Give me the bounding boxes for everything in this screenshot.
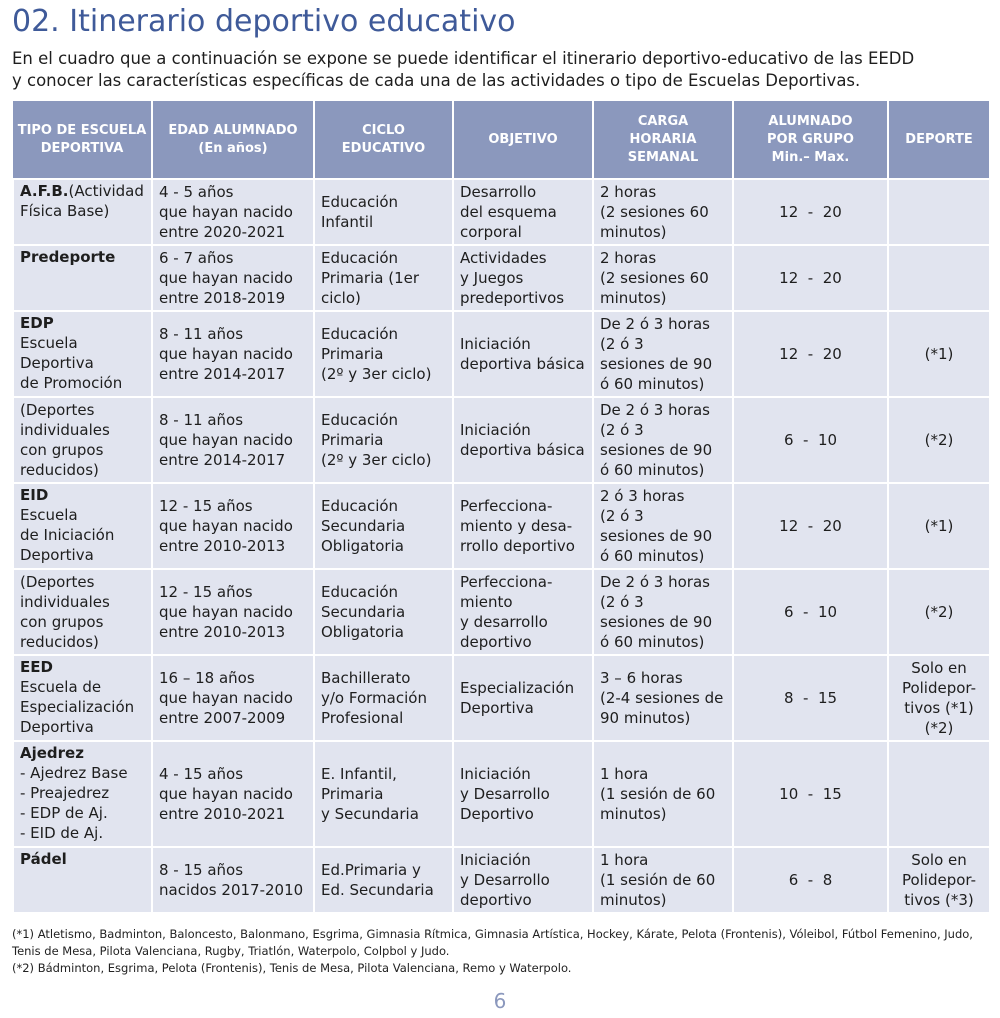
cell-line: ó 60 minutos) [600,375,705,393]
header-deporte: DEPORTE [888,101,990,179]
cell-ciclo [314,179,453,245]
cell-line: individuales [20,421,110,439]
cell-line: Primaria [321,431,384,449]
cell-tipo [13,847,152,913]
cell-line: Polidepor- [901,679,977,697]
cell-line: 6 - 7 años [159,249,234,267]
cell-line: Educación [321,411,399,429]
cell-line: Escuela [20,506,78,524]
table-body [13,179,990,913]
cell-deporte [888,483,990,569]
cell-line: Educación [321,583,399,601]
cell-objetivo [453,179,593,245]
cell-line: 1 hora [600,851,649,869]
cell-line: que hayan nacido [159,785,293,803]
table-row [13,569,990,655]
cell-line [20,485,145,505]
cell-line: ó 60 minutos) [600,461,705,479]
header-carga: CARGA HORARIA SEMANAL [593,101,733,179]
cell-line: (*1) [924,517,954,535]
cell-deporte [888,397,990,483]
cell-line: y Desarrollo [460,785,550,803]
cell-alumnado: 6 - 10 [733,397,888,483]
cell-line: - Preajedrez [20,784,110,802]
cell-line: 8 - 15 años [159,861,244,879]
cell-line: (*2) [924,603,954,621]
cell-line [20,181,145,201]
cell-tipo [13,397,152,483]
cell-line: Obligatoria [321,623,404,641]
cell-line [20,849,145,869]
cell-line: minutos) [600,891,667,909]
cell-line: De 2 ó 3 horas [600,401,710,419]
cell-line: entre 2014-2017 [159,451,286,469]
cell-line: reducidos) [20,633,99,651]
footnote-line: (*2) Bádminton, Esgrima, Pelota (Frontenis), Tenis de Mesa, Pilota Valenciana, Remo y Waterpolo. [12,961,572,975]
cell-line: miento [460,593,513,611]
table-row [13,741,990,847]
cell-line: que hayan nacido [159,517,293,535]
cell-line: - EDP de Aj. [20,804,108,822]
cell-line: (2º y 3er ciclo) [321,365,432,383]
cell-alumnado: 12 - 20 [733,179,888,245]
cell-line: (2º y 3er ciclo) [321,451,432,469]
cell-edad [152,847,314,913]
cell-carga [593,245,733,311]
table-row [13,655,990,741]
cell-ciclo [314,655,453,741]
cell-line: que hayan nacido [159,603,293,621]
cell-deporte [888,741,990,847]
header-objetivo: OBJETIVO [453,101,593,179]
cell-line: Profesional [321,709,404,727]
cell-line: (*2) [924,431,954,449]
cell-line: minutos) [600,289,667,307]
cell-carga [593,397,733,483]
cell-line: ciclo) [321,289,361,307]
cell-line: que hayan nacido [159,431,293,449]
cell-line: 8 - 11 años [159,325,244,343]
cell-line: E. Infantil, [321,765,397,783]
cell-line: Desarrollo [460,183,537,201]
cell-line: Educación [321,325,399,343]
cell-line: 2 horas [600,183,657,201]
header-alumnado: ALUMNADO POR GRUPO Min.– Max. [733,101,888,179]
cell-line: tivos (*3) [904,891,974,909]
cell-line: Polidepor- [901,871,977,889]
header-ciclo: CICLO EDUCATIVO [314,101,453,179]
cell-line: (2 sesiones 60 [600,203,709,221]
cell-line: - Ajedrez Base [20,764,128,782]
table-row [13,311,990,397]
cell-tipo [13,655,152,741]
cell-edad [152,569,314,655]
cell-carga [593,847,733,913]
cell-edad [152,655,314,741]
cell-edad [152,179,314,245]
cell-line: (Deportes [20,573,95,591]
cell-ciclo [314,847,453,913]
cell-line: Primaria (1er [321,269,420,287]
cell-line [20,743,145,763]
school-type-name: EID [20,486,49,504]
cell-line: predeportivos [460,289,565,307]
page-number: 6 [493,989,507,1013]
cell-line: Obligatoria [321,537,404,555]
cell-line: Educación [321,249,399,267]
cell-line: sesiones de 90 [600,527,713,545]
cell-edad [152,245,314,311]
cell-line: sesiones de 90 [600,441,713,459]
cell-alumnado: 12 - 20 [733,245,888,311]
cell-line: Escuela de [20,678,102,696]
school-type-name: Predeporte [20,248,116,266]
school-type-name: EED [20,658,53,676]
cell-line: Educación [321,497,399,515]
cell-edad [152,483,314,569]
cell-line: Física Base) [20,202,110,220]
cell-objetivo [453,483,593,569]
cell-edad [152,741,314,847]
cell-line: (2 ó 3 [600,421,644,439]
table-row [13,483,990,569]
cell-line: Solo en [911,851,967,869]
cell-line: (*1) [924,345,954,363]
cell-line: Perfecciona- [460,573,553,591]
cell-line: (2-4 sesiones de [600,689,724,707]
cell-objetivo [453,655,593,741]
header-edad: EDAD ALUMNADO (En años) [152,101,314,179]
cell-deporte [888,655,990,741]
cell-line: con grupos [20,441,104,459]
cell-tipo [13,483,152,569]
cell-carga [593,655,733,741]
cell-line: 3 – 6 horas [600,669,683,687]
cell-line: y Secundaria [321,805,419,823]
cell-carga [593,741,733,847]
cell-line [20,657,145,677]
cell-objetivo [453,397,593,483]
cell-carga [593,311,733,397]
cell-ciclo [314,569,453,655]
cell-tipo [13,569,152,655]
cell-line: corporal [460,223,522,241]
cell-line: 4 - 15 años [159,765,244,783]
cell-line: entre 2010-2021 [159,805,286,823]
cell-line: que hayan nacido [159,203,293,221]
cell-line: individuales [20,593,110,611]
cell-alumnado: 10 - 15 [733,741,888,847]
cell-line: Deportivo [460,805,534,823]
cell-ciclo [314,483,453,569]
page-title: 02. Itinerario deportivo educativo [12,4,516,39]
cell-line: ó 60 minutos) [600,547,705,565]
itinerary-table [12,101,991,914]
cell-line: sesiones de 90 [600,355,713,373]
cell-line: que hayan nacido [159,689,293,707]
cell-line: y Juegos [460,269,524,287]
cell-alumnado: 6 - 10 [733,569,888,655]
cell-line: (2 ó 3 [600,507,644,525]
intro-line: y conocer las características específicas de cada una de las actividades o tipo de Escuelas Deportivas. [12,71,861,90]
cell-line: (Deportes [20,401,95,419]
cell-line: - EID de Aj. [20,824,104,842]
cell-line: del esquema [460,203,557,221]
cell-line: deportiva básica [460,355,585,373]
cell-alumnado: 6 - 8 [733,847,888,913]
cell-line: 4 - 5 años [159,183,234,201]
cell-line: De 2 ó 3 horas [600,315,710,333]
cell-deporte [888,569,990,655]
cell-ciclo [314,397,453,483]
cell-ciclo [314,741,453,847]
cell-edad [152,311,314,397]
cell-line: entre 2007-2009 [159,709,286,727]
cell-line: Iniciación [460,765,531,783]
cell-alumnado: 8 - 15 [733,655,888,741]
table-row [13,245,990,311]
cell-deporte [888,245,990,311]
cell-line: nacidos 2017-2010 [159,881,304,899]
cell-line: (2 sesiones 60 [600,269,709,287]
table-row [13,179,990,245]
cell-ciclo [314,245,453,311]
cell-objetivo [453,245,593,311]
cell-line: 12 - 15 años [159,497,253,515]
cell-objetivo [453,569,593,655]
cell-line: Actividades [460,249,547,267]
cell-line: tivos (*1) [904,699,974,717]
cell-line: De 2 ó 3 horas [600,573,710,591]
cell-line: 12 - 15 años [159,583,253,601]
cell-deporte [888,847,990,913]
cell-line: Perfecciona- [460,497,553,515]
cell-carga [593,179,733,245]
table-row [13,847,990,913]
cell-line: Primaria [321,345,384,363]
cell-line: Deportiva [460,699,534,717]
cell-line: Deportiva [20,718,94,736]
cell-line: Escuela [20,334,78,352]
cell-line: Secundaria [321,603,406,621]
cell-line: (1 sesión de 60 [600,871,716,889]
cell-tipo [13,179,152,245]
cell-line: de Promoción [20,374,123,392]
cell-line: Educación [321,193,399,211]
cell-line: deportivo [460,633,532,651]
cell-tipo [13,245,152,311]
cell-line: 2 horas [600,249,657,267]
cell-line: entre 2010-2013 [159,623,286,641]
intro-line: En el cuadro que a continuación se expone se puede identificar el itinerario deportivo-educativo de las EEDD [12,49,915,68]
cell-line: entre 2010-2013 [159,537,286,555]
cell-line: y Desarrollo [460,871,550,889]
cell-line: reducidos) [20,461,99,479]
cell-line: Deportiva [20,546,94,564]
footnotes [12,926,992,977]
cell-line: y desarrollo [460,613,548,631]
cell-line: (*2) [924,719,954,737]
cell-line: minutos) [600,223,667,241]
cell-edad [152,397,314,483]
cell-line: entre 2020-2021 [159,223,286,241]
cell-line: con grupos [20,613,104,631]
cell-line: Iniciación [460,851,531,869]
cell-tipo [13,741,152,847]
school-type-name: EDP [20,314,54,332]
cell-line: 1 hora [600,765,649,783]
cell-line [20,247,145,267]
cell-line: miento y desa- [460,517,573,535]
cell-line: entre 2014-2017 [159,365,286,383]
cell-line: Especialización [20,698,135,716]
cell-line: (2 ó 3 [600,593,644,611]
cell-line: que hayan nacido [159,345,293,363]
school-type-name: Pádel [20,850,67,868]
school-type-rest: (Actividad [68,182,144,200]
cell-line: Especialización [460,679,575,697]
cell-line: (2 ó 3 [600,335,644,353]
cell-line: minutos) [600,805,667,823]
cell-line [20,313,145,333]
cell-line: Secundaria [321,517,406,535]
cell-objetivo [453,741,593,847]
cell-alumnado: 12 - 20 [733,483,888,569]
cell-deporte [888,311,990,397]
cell-line: Iniciación [460,421,531,439]
cell-line: Primaria [321,785,384,803]
cell-line: deportivo [460,891,532,909]
cell-ciclo [314,311,453,397]
cell-tipo [13,311,152,397]
cell-line: 8 - 11 años [159,411,244,429]
cell-line: Ed. Secundaria [321,881,434,899]
table-row [13,397,990,483]
cell-carga [593,569,733,655]
cell-line: 16 – 18 años [159,669,255,687]
cell-line: de Iniciación [20,526,115,544]
cell-deporte [888,179,990,245]
school-type-name: Ajedrez [20,744,84,762]
cell-line: 2 ó 3 horas [600,487,685,505]
cell-line: ó 60 minutos) [600,633,705,651]
cell-alumnado: 12 - 20 [733,311,888,397]
cell-line: Solo en [911,659,967,677]
cell-objetivo [453,311,593,397]
intro-paragraph [12,48,992,92]
cell-line: entre 2018-2019 [159,289,286,307]
cell-line: Iniciación [460,335,531,353]
cell-line: Deportiva [20,354,94,372]
footnote-line: Tenis de Mesa, Pilota Valenciana, Rugby, Triatlón, Waterpolo, Colpbol y Judo. [12,944,450,958]
table-header-row [13,101,990,179]
cell-carga [593,483,733,569]
cell-line: y/o Formación [321,689,427,707]
cell-objetivo [453,847,593,913]
cell-line: (1 sesión de 60 [600,785,716,803]
cell-line: que hayan nacido [159,269,293,287]
cell-line: Infantil [321,213,374,231]
school-type-name: A.F.B. [20,182,69,200]
cell-line: Bachillerato [321,669,411,687]
cell-line: 90 minutos) [600,709,691,727]
cell-line: Ed.Primaria y [321,861,421,879]
cell-line: sesiones de 90 [600,613,713,631]
footnote-line: (*1) Atletismo, Badminton, Baloncesto, Balonmano, Esgrima, Gimnasia Rítmica, Gimnasia Artística, Hockey, Kárate, Pelota (Frontenis), Vóleibol, Fútbol Femenino, Judo, [12,927,973,941]
cell-line: rrollo deportivo [460,537,575,555]
cell-line: deportiva básica [460,441,585,459]
header-tipo: TIPO DE ESCUELA DEPORTIVA [13,101,152,179]
